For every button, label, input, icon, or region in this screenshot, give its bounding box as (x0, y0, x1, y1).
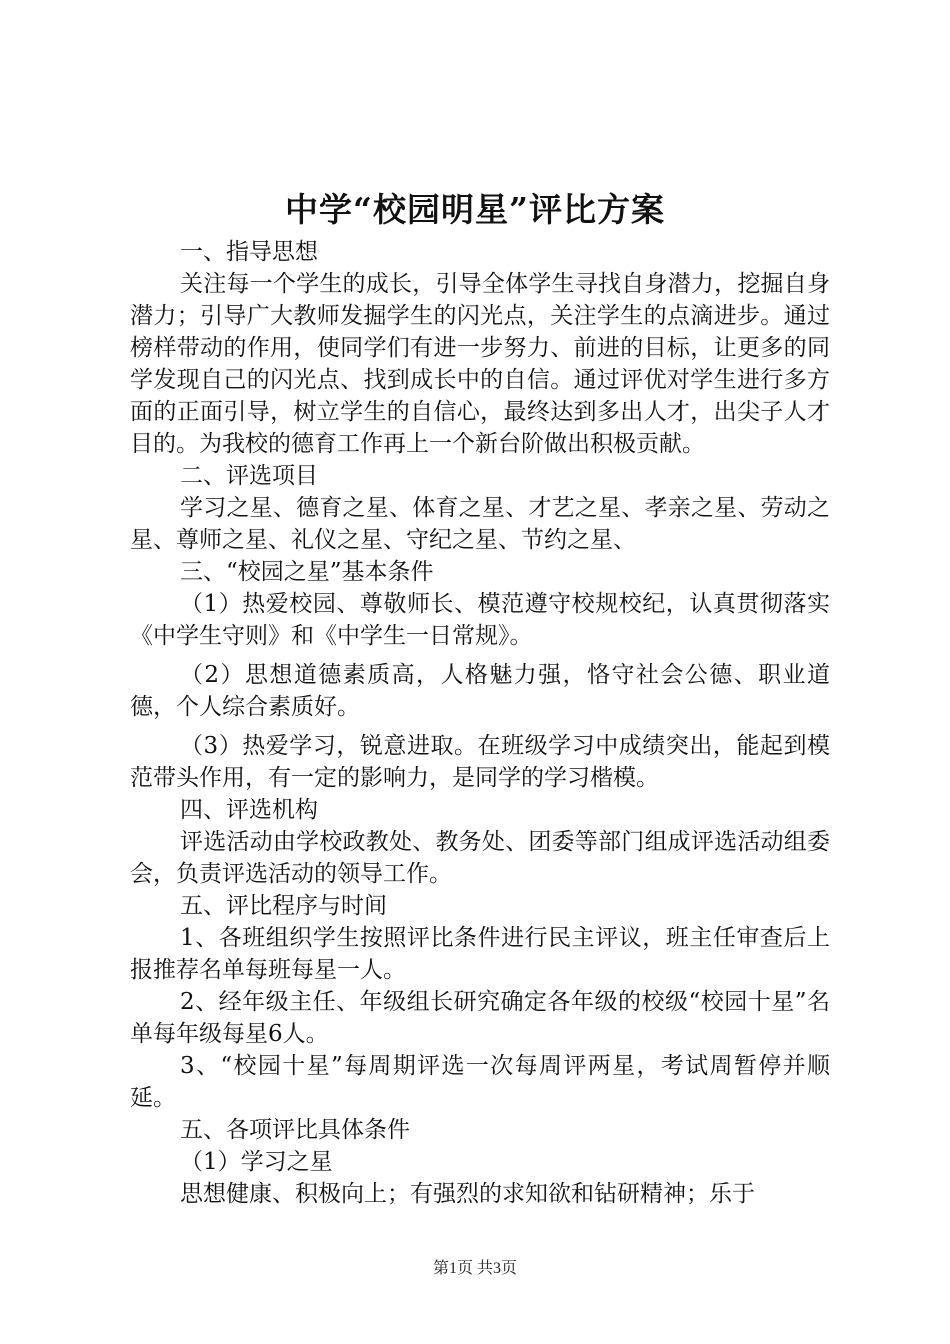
paragraph: 学习之星、德育之星、体育之星、才艺之星、孝亲之星、劳动之星、尊师之星、礼仪之星、守纪之星、节约之星、 (130, 495, 830, 553)
paragraph: （2）思想道德素质高，人格魅力强，恪守社会公德、职业道德，个人综合素质好。 (130, 662, 830, 720)
section-heading: 五、评比程序与时间 (180, 893, 387, 919)
paragraph: （1）热爱校园、尊敬师长、模范遵守校规校纪，认真贯彻落实《中学生守则》和《中学生一日常规》。 (130, 591, 830, 649)
subsection-heading: （1）学习之星 (180, 1149, 333, 1175)
document-title: 中学“校园明星”评比方案 (285, 190, 665, 229)
paragraph: 1、各班组织学生按照评比条件进行民主评议，班主任审查后上报推荐名单每班每星一人。 (130, 925, 830, 983)
paragraph: 3、“校园十星”每周期评选一次每周评两星，考试周暂停并顺延。 (130, 1053, 830, 1111)
section-heading: 二、评选项目 (180, 463, 318, 489)
section-heading: 五、各项评比具体条件 (180, 1117, 410, 1143)
section-heading: 四、评选机构 (180, 797, 318, 823)
paragraph: 2、经年级主任、年级组长研究确定各年级的校级“校园十星”名单每年级每星6人。 (130, 989, 830, 1047)
paragraph: 思想健康、积极向上；有强烈的求知欲和钻研精神；乐于 (180, 1181, 755, 1207)
document-body (130, 236, 830, 1210)
paragraph: 评选活动由学校政教处、教务处、团委等部门组成评选活动组委会，负责评选活动的领导工作。 (130, 829, 830, 887)
section-heading: 三、“校园之星”基本条件 (180, 559, 434, 585)
page-footer: 第1页 共3页 (432, 1260, 517, 1277)
section-heading: 一、指导思想 (180, 239, 318, 265)
paragraph: 关注每一个学生的成长，引导全体学生寻找自身潜力，挖掘自身潜力；引导广大教师发掘学生的闪光点，关注学生的点滴进步。通过榜样带动的作用，使同学们有进一步努力、前进的目标，让更多的同学发现自己的闪光点、找到成长中的自信。通过评优对学生进行多方面的正面引导，树立学生的自信心，最终达到多出人才，出尖子人才目的。为我校的德育工作再上一个新台阶做出积极贡献。 (130, 271, 830, 457)
paragraph: （3）热爱学习，锐意进取。在班级学习中成绩突出，能起到模范带头作用，有一定的影响力，是同学的学习楷模。 (130, 733, 830, 791)
